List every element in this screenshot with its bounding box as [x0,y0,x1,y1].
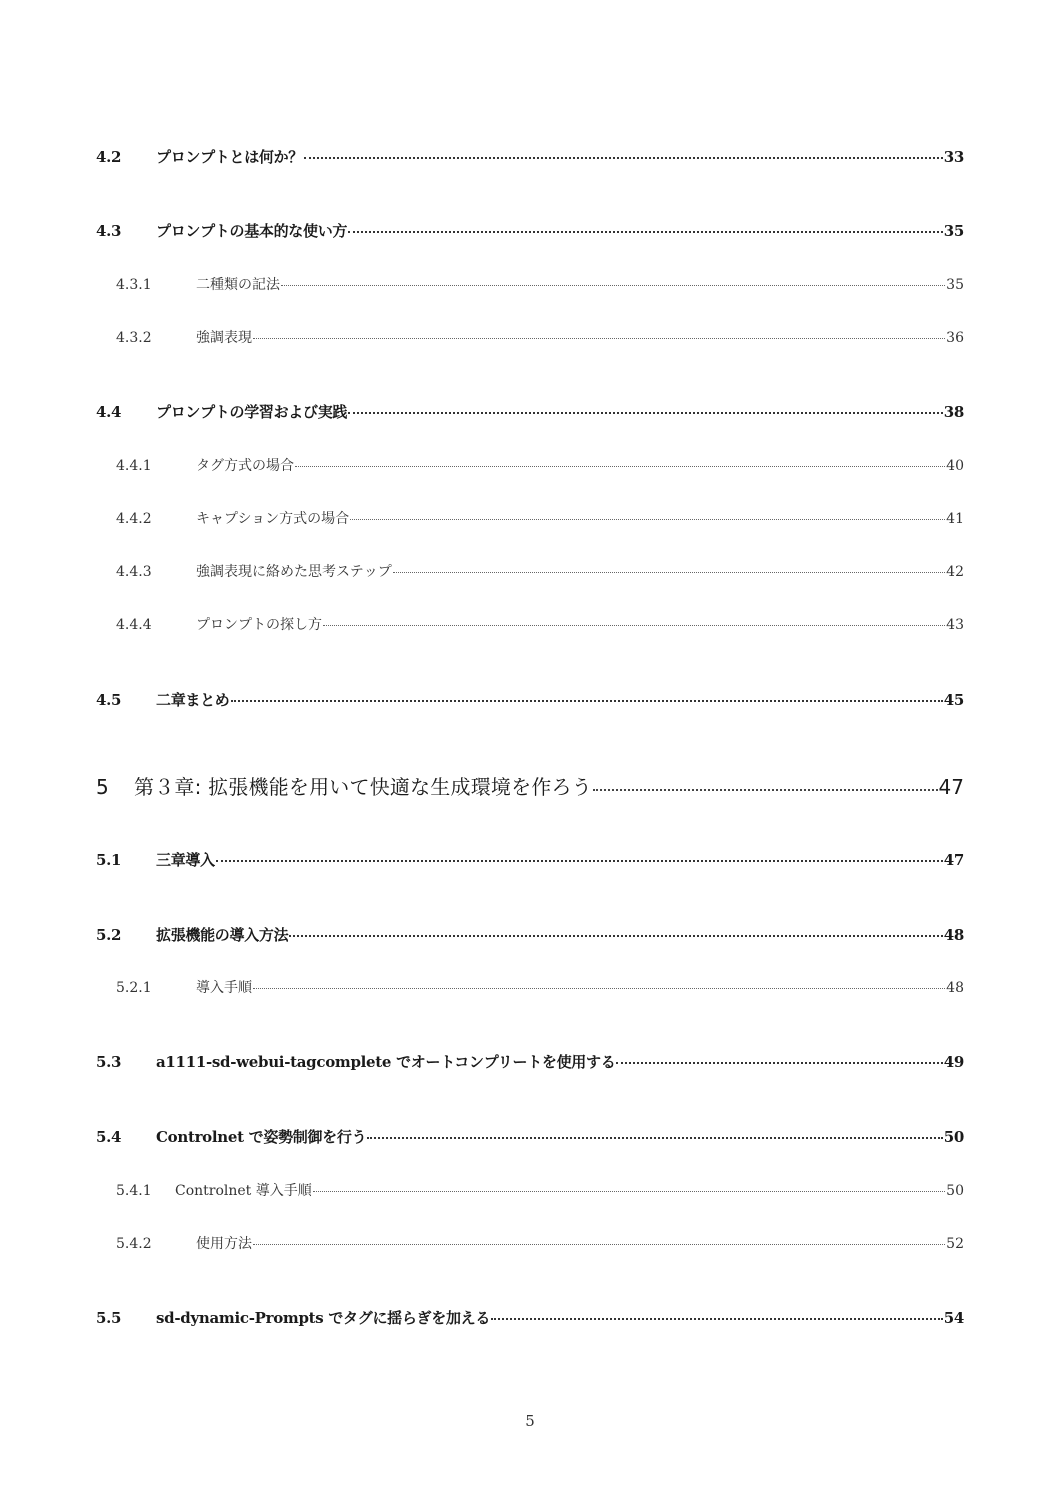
toc-entry[interactable] [96,561,964,581]
toc-entry[interactable] [96,1051,964,1072]
toc-title: キャプション方式の場合 [196,511,350,527]
toc-entry[interactable] [96,401,964,422]
toc-entry[interactable] [96,977,964,997]
toc-number: 4.4.1 [116,458,152,474]
toc-entry[interactable] [96,1126,964,1147]
toc-title: 導入手順 [196,980,252,996]
toc-page: 50 [946,1183,964,1199]
toc-page: 42 [946,564,964,580]
toc-title: プロンプトとは何か？ [156,148,304,166]
toc-entry[interactable] [96,1307,964,1328]
toc-entry[interactable] [96,1180,964,1200]
toc-number: 4.3 [96,222,122,240]
toc-number: 5.5 [96,1309,122,1327]
toc-title: 三章導入 [156,851,215,869]
dot-leader [323,625,945,626]
toc-title: 拡張機能の導入方法 [156,926,289,944]
toc-chapter-entry[interactable] [96,771,964,800]
toc-page: 54 [943,1309,964,1327]
dot-leader [350,519,945,520]
toc-title: a1111-sd-webui-tagcomplete でオートコンプリートを使用する [156,1053,616,1071]
toc-number: 5.4 [96,1128,122,1146]
toc-title: 二種類の記法 [196,277,280,293]
toc-title: Controlnet 導入手順 [175,1183,312,1199]
toc-page: 41 [946,511,964,527]
toc-number: 4.4.4 [116,617,152,633]
dot-leader [304,157,943,159]
dot-leader [253,988,945,989]
toc-number: 5.4.1 [116,1183,152,1199]
toc-page: 40 [946,458,964,474]
toc-entry[interactable] [96,220,964,241]
toc-title: 強調表現に絡めた思考ステップ [196,564,392,580]
toc-number: 5.2 [96,926,122,944]
dot-leader [253,338,945,339]
toc-number: 4.5 [96,691,122,709]
toc-number: 5.2.1 [116,980,152,996]
dot-leader [616,1062,942,1064]
dot-leader [281,285,945,286]
toc-number: 4.3.2 [116,330,152,346]
toc-page: 47 [943,851,964,869]
dot-leader [491,1318,943,1320]
toc-page: 48 [943,926,964,944]
dot-leader [348,231,943,233]
toc-number: 4.4.2 [116,511,152,527]
toc-entry[interactable] [96,508,964,528]
toc-number: 5.3 [96,1053,122,1071]
toc-title: プロンプトの探し方 [196,617,322,633]
toc-entry[interactable] [96,146,964,167]
toc-entry[interactable] [96,1233,964,1253]
toc-number: 5.4.2 [116,1236,152,1252]
toc-page: 36 [946,330,964,346]
toc-page: 50 [943,1128,964,1146]
toc-number: 4.4.3 [116,564,152,580]
toc-page: 43 [946,617,964,633]
toc-title: 強調表現 [196,330,252,346]
toc-page: 48 [946,980,964,996]
dot-leader [593,789,938,791]
toc-number: 4.3.1 [116,277,152,293]
toc-title: Controlnet で姿勢制御を行う [156,1128,367,1146]
toc-number: 5 [96,775,109,799]
dot-leader [289,935,942,937]
toc-entry[interactable] [96,849,964,870]
toc-page: 35 [946,277,964,293]
toc-number: 4.4 [96,403,122,421]
toc-entry[interactable] [96,614,964,634]
dot-leader [313,1191,945,1192]
toc-page: 45 [943,691,964,709]
toc-entry[interactable] [96,924,964,945]
dot-leader [216,860,943,862]
toc-page: 33 [943,148,964,166]
dot-leader [295,466,945,467]
page-number: 5 [525,1412,535,1430]
toc-number: 5.1 [96,851,122,869]
toc-entry[interactable] [96,689,964,710]
toc-title: sd-dynamic-Prompts でタグに揺らぎを加える [156,1309,491,1327]
dot-leader [231,700,943,702]
dot-leader [253,1244,945,1245]
toc-entry[interactable] [96,274,964,294]
toc-title: 第３章: 拡張機能を用いて快適な生成環境を作ろう [134,775,592,799]
dot-leader [393,572,945,573]
toc-title: プロンプトの学習および実践 [156,403,348,421]
toc-title: プロンプトの基本的な使い方 [156,222,348,240]
toc-page: 49 [943,1053,964,1071]
toc-entry[interactable] [96,327,964,347]
toc-page: 38 [943,403,964,421]
toc-title: タグ方式の場合 [196,458,294,474]
toc-page: 47 [938,775,964,799]
toc-number: 4.2 [96,148,122,166]
dot-leader [348,412,943,414]
toc-entry[interactable] [96,455,964,475]
toc-title: 二章まとめ [156,691,230,709]
toc-page: 52 [946,1236,964,1252]
toc-page: 35 [943,222,964,240]
toc-title: 使用方法 [196,1236,252,1252]
dot-leader [367,1137,942,1139]
